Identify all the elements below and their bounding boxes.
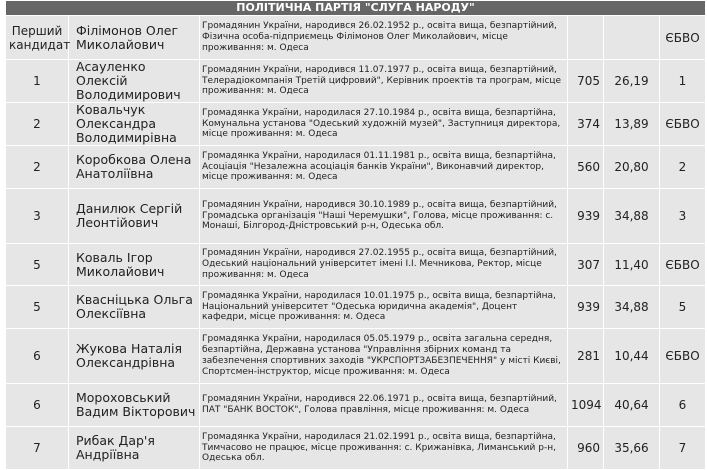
candidate-percent xyxy=(604,16,660,60)
candidate-name: Мороховський Вадим Вікторович xyxy=(69,384,200,427)
candidate-votes: 1094 xyxy=(568,384,604,427)
candidate-position: 6 xyxy=(6,329,69,384)
candidate-info: Громадянин України, народився 11.07.1977 р., освіта вища, безпартійний, Телерадіокомпанія Третій цифровий", Керівник проектів та програм, місце проживання: м. Одеса xyxy=(200,60,568,103)
party-header-row xyxy=(6,1,706,16)
candidate-position: 6 xyxy=(6,384,69,427)
candidate-info: Громадянин України, народився 30.10.1989 р., освіта вища, безпартійний, Громадська організація "Наші Черемушки", Голова, місце проживання: с. Монаші, Білгород-Дністровський р-н, Одеська обл. xyxy=(200,189,568,244)
candidate-district: 3 xyxy=(660,189,706,244)
candidate-name: Філімонов Олег Миколайович xyxy=(69,16,200,60)
table-row xyxy=(6,427,706,470)
table-row xyxy=(6,60,706,103)
table-row xyxy=(6,103,706,146)
candidate-percent: 10,44 xyxy=(604,329,660,384)
candidate-position: 2 xyxy=(6,146,69,189)
candidate-name: Жукова Наталія Олександрівна xyxy=(69,329,200,384)
party-title: ПОЛІТИЧНА ПАРТІЯ "СЛУГА НАРОДУ" xyxy=(6,1,706,16)
candidate-info: Громадянка України, народилася 21.02.1991 р., освіта вища, безпартійна, Тимчасово не працює, місце проживання: с. Крижанівка, Лиманський р-н, Одеська обл. xyxy=(200,427,568,470)
candidate-percent: 35,66 xyxy=(604,427,660,470)
table-row xyxy=(6,146,706,189)
candidate-votes: 960 xyxy=(568,427,604,470)
table-row xyxy=(6,244,706,286)
candidate-district: ЄБВО xyxy=(660,244,706,286)
candidate-info: Громадянка України, народилася 10.01.1975 р., освіта вища, безпартійна, Національний університет "Одеська юридична академія", Доцент кафедри, місце проживання: м. Одеса xyxy=(200,286,568,329)
candidate-info: Громадянин України, народився 22.06.1971 р., освіта вища, безпартійний, ПАТ "БАНК ВОСТОК", Голова правління, місце проживання: м. Одеса xyxy=(200,384,568,427)
table-row xyxy=(6,16,706,60)
candidate-votes: 560 xyxy=(568,146,604,189)
candidate-position: 2 xyxy=(6,103,69,146)
candidate-position: 1 xyxy=(6,60,69,103)
candidate-name: Ковальчук Олександра Володимирівна xyxy=(69,103,200,146)
candidate-name: Данилюк Сергій Леонтійович xyxy=(69,189,200,244)
candidate-position: 5 xyxy=(6,244,69,286)
candidate-name: Квасніцька Ольга Олексіївна xyxy=(69,286,200,329)
candidate-district: 2 xyxy=(660,146,706,189)
candidate-district: 5 xyxy=(660,286,706,329)
candidate-info: Громадянка України, народилася 27.10.1984 р., освіта вища, безпартійна, Комунальна установа "Одеський художній музей", Заступниця директора, місце проживання: м. Одеса xyxy=(200,103,568,146)
candidate-position: Перший кандидат xyxy=(6,16,69,60)
candidate-votes: 374 xyxy=(568,103,604,146)
candidate-percent: 26,19 xyxy=(604,60,660,103)
candidate-district: 1 xyxy=(660,60,706,103)
candidate-percent: 34,88 xyxy=(604,189,660,244)
candidate-info: Громадянка України, народилася 05.05.1979 р., освіта загальна середня, безпартійна, Державна установа "Управління збірних команд та забезпечення спортивних заходів "УКРСПОРТЗАБЕЗПЕЧЕННЯ" у місті Києві, Спортсмен-інструктор, місце проживання: м. Одеса xyxy=(200,329,568,384)
candidate-votes: 281 xyxy=(568,329,604,384)
candidate-percent: 13,89 xyxy=(604,103,660,146)
candidate-district: ЄБВО xyxy=(660,103,706,146)
candidate-votes: 705 xyxy=(568,60,604,103)
candidate-percent: 20,80 xyxy=(604,146,660,189)
candidate-votes: 939 xyxy=(568,286,604,329)
candidate-name: Асауленко Олексій Володимирович xyxy=(69,60,200,103)
candidate-district: ЄБВО xyxy=(660,329,706,384)
candidate-votes xyxy=(568,16,604,60)
table-row xyxy=(6,286,706,329)
table-row xyxy=(6,329,706,384)
candidate-percent: 34,88 xyxy=(604,286,660,329)
candidate-name: Рибак Дар'я Андріївна xyxy=(69,427,200,470)
candidate-votes: 307 xyxy=(568,244,604,286)
candidate-district: 7 xyxy=(660,427,706,470)
candidate-position: 5 xyxy=(6,286,69,329)
candidate-position: 7 xyxy=(6,427,69,470)
table-row xyxy=(6,384,706,427)
candidates-table xyxy=(5,0,706,470)
candidate-info: Громадянин України, народився 26.02.1952 р., освіта вища, безпартійний, Фізична особа-підприємець Філімонов Олег Миколайович, місце проживання: м. Одеса xyxy=(200,16,568,60)
candidate-info: Громадянка України, народилася 01.11.1981 р., освіта вища, безпартійна, Асоціація "Незалежна асоціація банків України", Виконавчий директор, місце проживання: м. Одеса xyxy=(200,146,568,189)
candidate-percent: 40,64 xyxy=(604,384,660,427)
candidate-votes: 939 xyxy=(568,189,604,244)
candidate-percent: 11,40 xyxy=(604,244,660,286)
candidate-name: Коваль Ігор Миколайович xyxy=(69,244,200,286)
candidate-name: Коробкова Олена Анатоліївна xyxy=(69,146,200,189)
results-table-wrapper xyxy=(5,0,705,470)
table-row xyxy=(6,189,706,244)
candidate-district: 6 xyxy=(660,384,706,427)
candidate-info: Громадянин України, народився 27.02.1955 р., освіта вища, безпартійний, Одеський національний університет імені І.І. Мечникова, Ректор, місце проживання: м. Одеса xyxy=(200,244,568,286)
candidate-district: ЄБВО xyxy=(660,16,706,60)
candidate-position: 3 xyxy=(6,189,69,244)
